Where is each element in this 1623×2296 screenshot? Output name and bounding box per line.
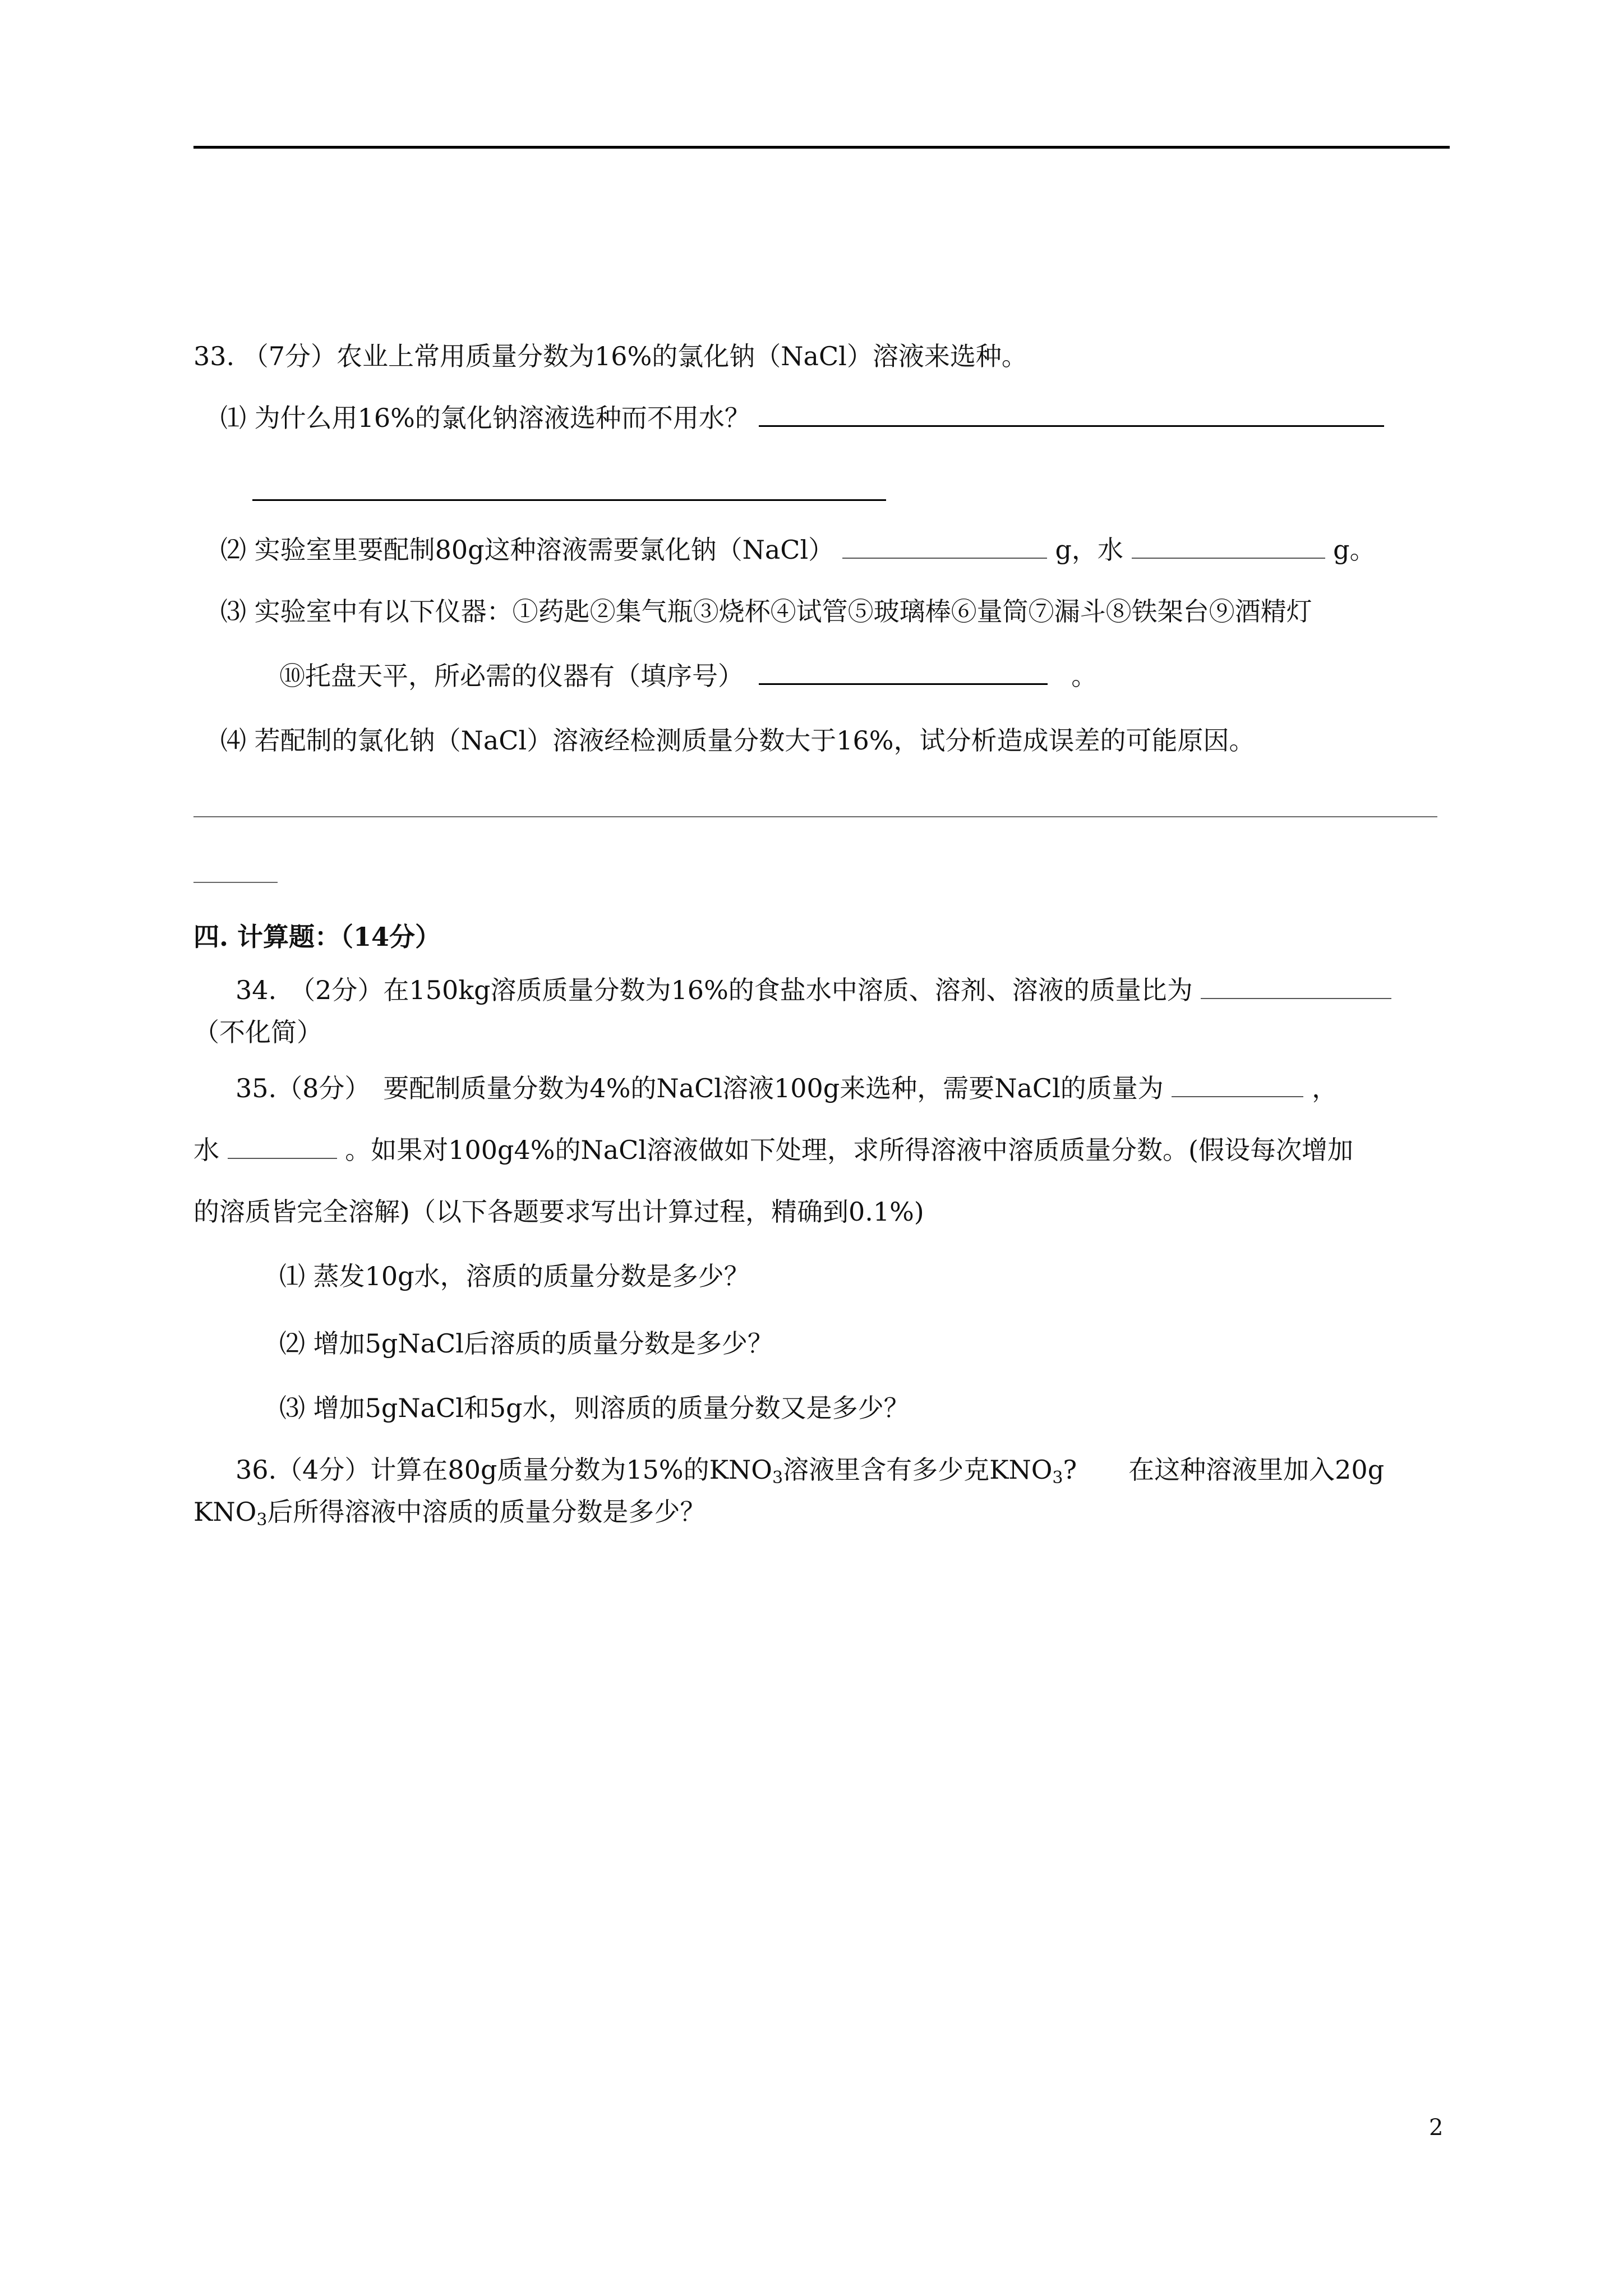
q36-text-c: ? 在这种溶液里加入20g xyxy=(1063,1455,1385,1485)
q33-water-mass-blank[interactable] xyxy=(1132,535,1325,559)
header-rule xyxy=(193,146,1450,149)
q33-part3-a: ⑶ 实验室中有以下仪器：①药匙②集气瓶③烧杯④试管⑤玻璃棒⑥量筒⑦漏斗⑧铁架台⑨酒精灯 xyxy=(220,596,1312,627)
q34-ratio-blank[interactable] xyxy=(1201,976,1391,999)
page-number: 2 xyxy=(1429,2115,1444,2141)
q36-text-d: KNO xyxy=(193,1497,257,1527)
q33-part3-b xyxy=(279,659,1097,693)
q35-line2-text-b: 。如果对100g4%的NaCl溶液做如下处理，求所得溶液中溶质质量分数。(假设每次增加 xyxy=(345,1135,1354,1165)
q34-line1 xyxy=(236,973,1391,1007)
q33-part1-answer-line2[interactable] xyxy=(252,499,886,501)
q35-sub3: ⑶ 增加5gNaCl和5g水，则溶质的质量分数又是多少？ xyxy=(279,1393,910,1423)
q34-text: 34. （2分）在150kg溶质质量分数为16%的食盐水中溶质、溶剂、溶液的质量比为 xyxy=(236,975,1193,1005)
q36-line1 xyxy=(236,1453,1384,1487)
q33-part1-text: ⑴ 为什么用16%的氯化钠溶液选种而不用水？ xyxy=(220,403,750,433)
q36-text-b: 溶液里含有多少克KNO xyxy=(783,1455,1053,1485)
q33-part3-end: 。 xyxy=(1071,661,1098,691)
q35-sub2: ⑵ 增加5gNaCl后溶质的质量分数是多少？ xyxy=(279,1328,773,1359)
q34-continuation: （不化简） xyxy=(193,1017,322,1047)
q33-part2-text-c: g。 xyxy=(1333,535,1376,565)
q35-line3: 的溶质皆完全溶解)（以下各题要求写出计算过程，精确到0.1%) xyxy=(193,1197,924,1227)
q33-part1 xyxy=(220,401,1384,435)
q35-nacl-mass-blank[interactable] xyxy=(1172,1074,1303,1097)
q33-part4-answer-line[interactable] xyxy=(193,816,1437,817)
q36-text-e: 后所得溶液中溶质的质量分数是多少？ xyxy=(267,1497,706,1527)
q33-nacl-mass-blank[interactable] xyxy=(842,535,1047,559)
q33-part2-text-b: g，水 xyxy=(1055,535,1123,565)
q35-water-mass-blank[interactable] xyxy=(228,1135,337,1159)
q36-subscript-2: 3 xyxy=(1052,1468,1063,1488)
q33-stem: 33. （7分）农业上常用质量分数为16%的氯化钠（NaCl）溶液来选种。 xyxy=(193,341,1027,371)
q33-part4-answer-line2[interactable] xyxy=(193,882,278,883)
q33-instruments-blank[interactable] xyxy=(759,661,1048,685)
q35-line2 xyxy=(193,1133,1353,1167)
q33-part3-text: ⑩托盘天平，所必需的仪器有（填序号） xyxy=(279,661,744,691)
q35-line1-text: 35.（8分） 要配制质量分数为4%的NaCl溶液100g来选种，需要NaCl的质量为 xyxy=(236,1073,1164,1103)
q35-line1-end: ， xyxy=(1312,1073,1338,1103)
q35-line2-text-a: 水 xyxy=(193,1135,219,1165)
q33-part1-answer-blank[interactable] xyxy=(759,403,1384,427)
q36-line2 xyxy=(193,1495,706,1529)
q33-part2 xyxy=(220,533,1376,567)
q33-part4: ⑷ 若配制的氯化钠（NaCl）溶液经检测质量分数大于16%，试分析造成误差的可能原因。 xyxy=(220,725,1255,756)
q36-text-a: 36.（4分）计算在80g质量分数为15%的KNO xyxy=(236,1455,772,1485)
q36-subscript-1: 3 xyxy=(772,1468,783,1488)
section-4-title: 四. 计算题：（14分） xyxy=(193,922,441,952)
q35-line1 xyxy=(236,1071,1338,1105)
q33-part2-text-a: ⑵ 实验室里要配制80g这种溶液需要氯化钠（NaCl） xyxy=(220,535,834,565)
q36-subscript-3: 3 xyxy=(256,1510,268,1530)
q35-sub1: ⑴ 蒸发10g水，溶质的质量分数是多少？ xyxy=(279,1261,750,1291)
